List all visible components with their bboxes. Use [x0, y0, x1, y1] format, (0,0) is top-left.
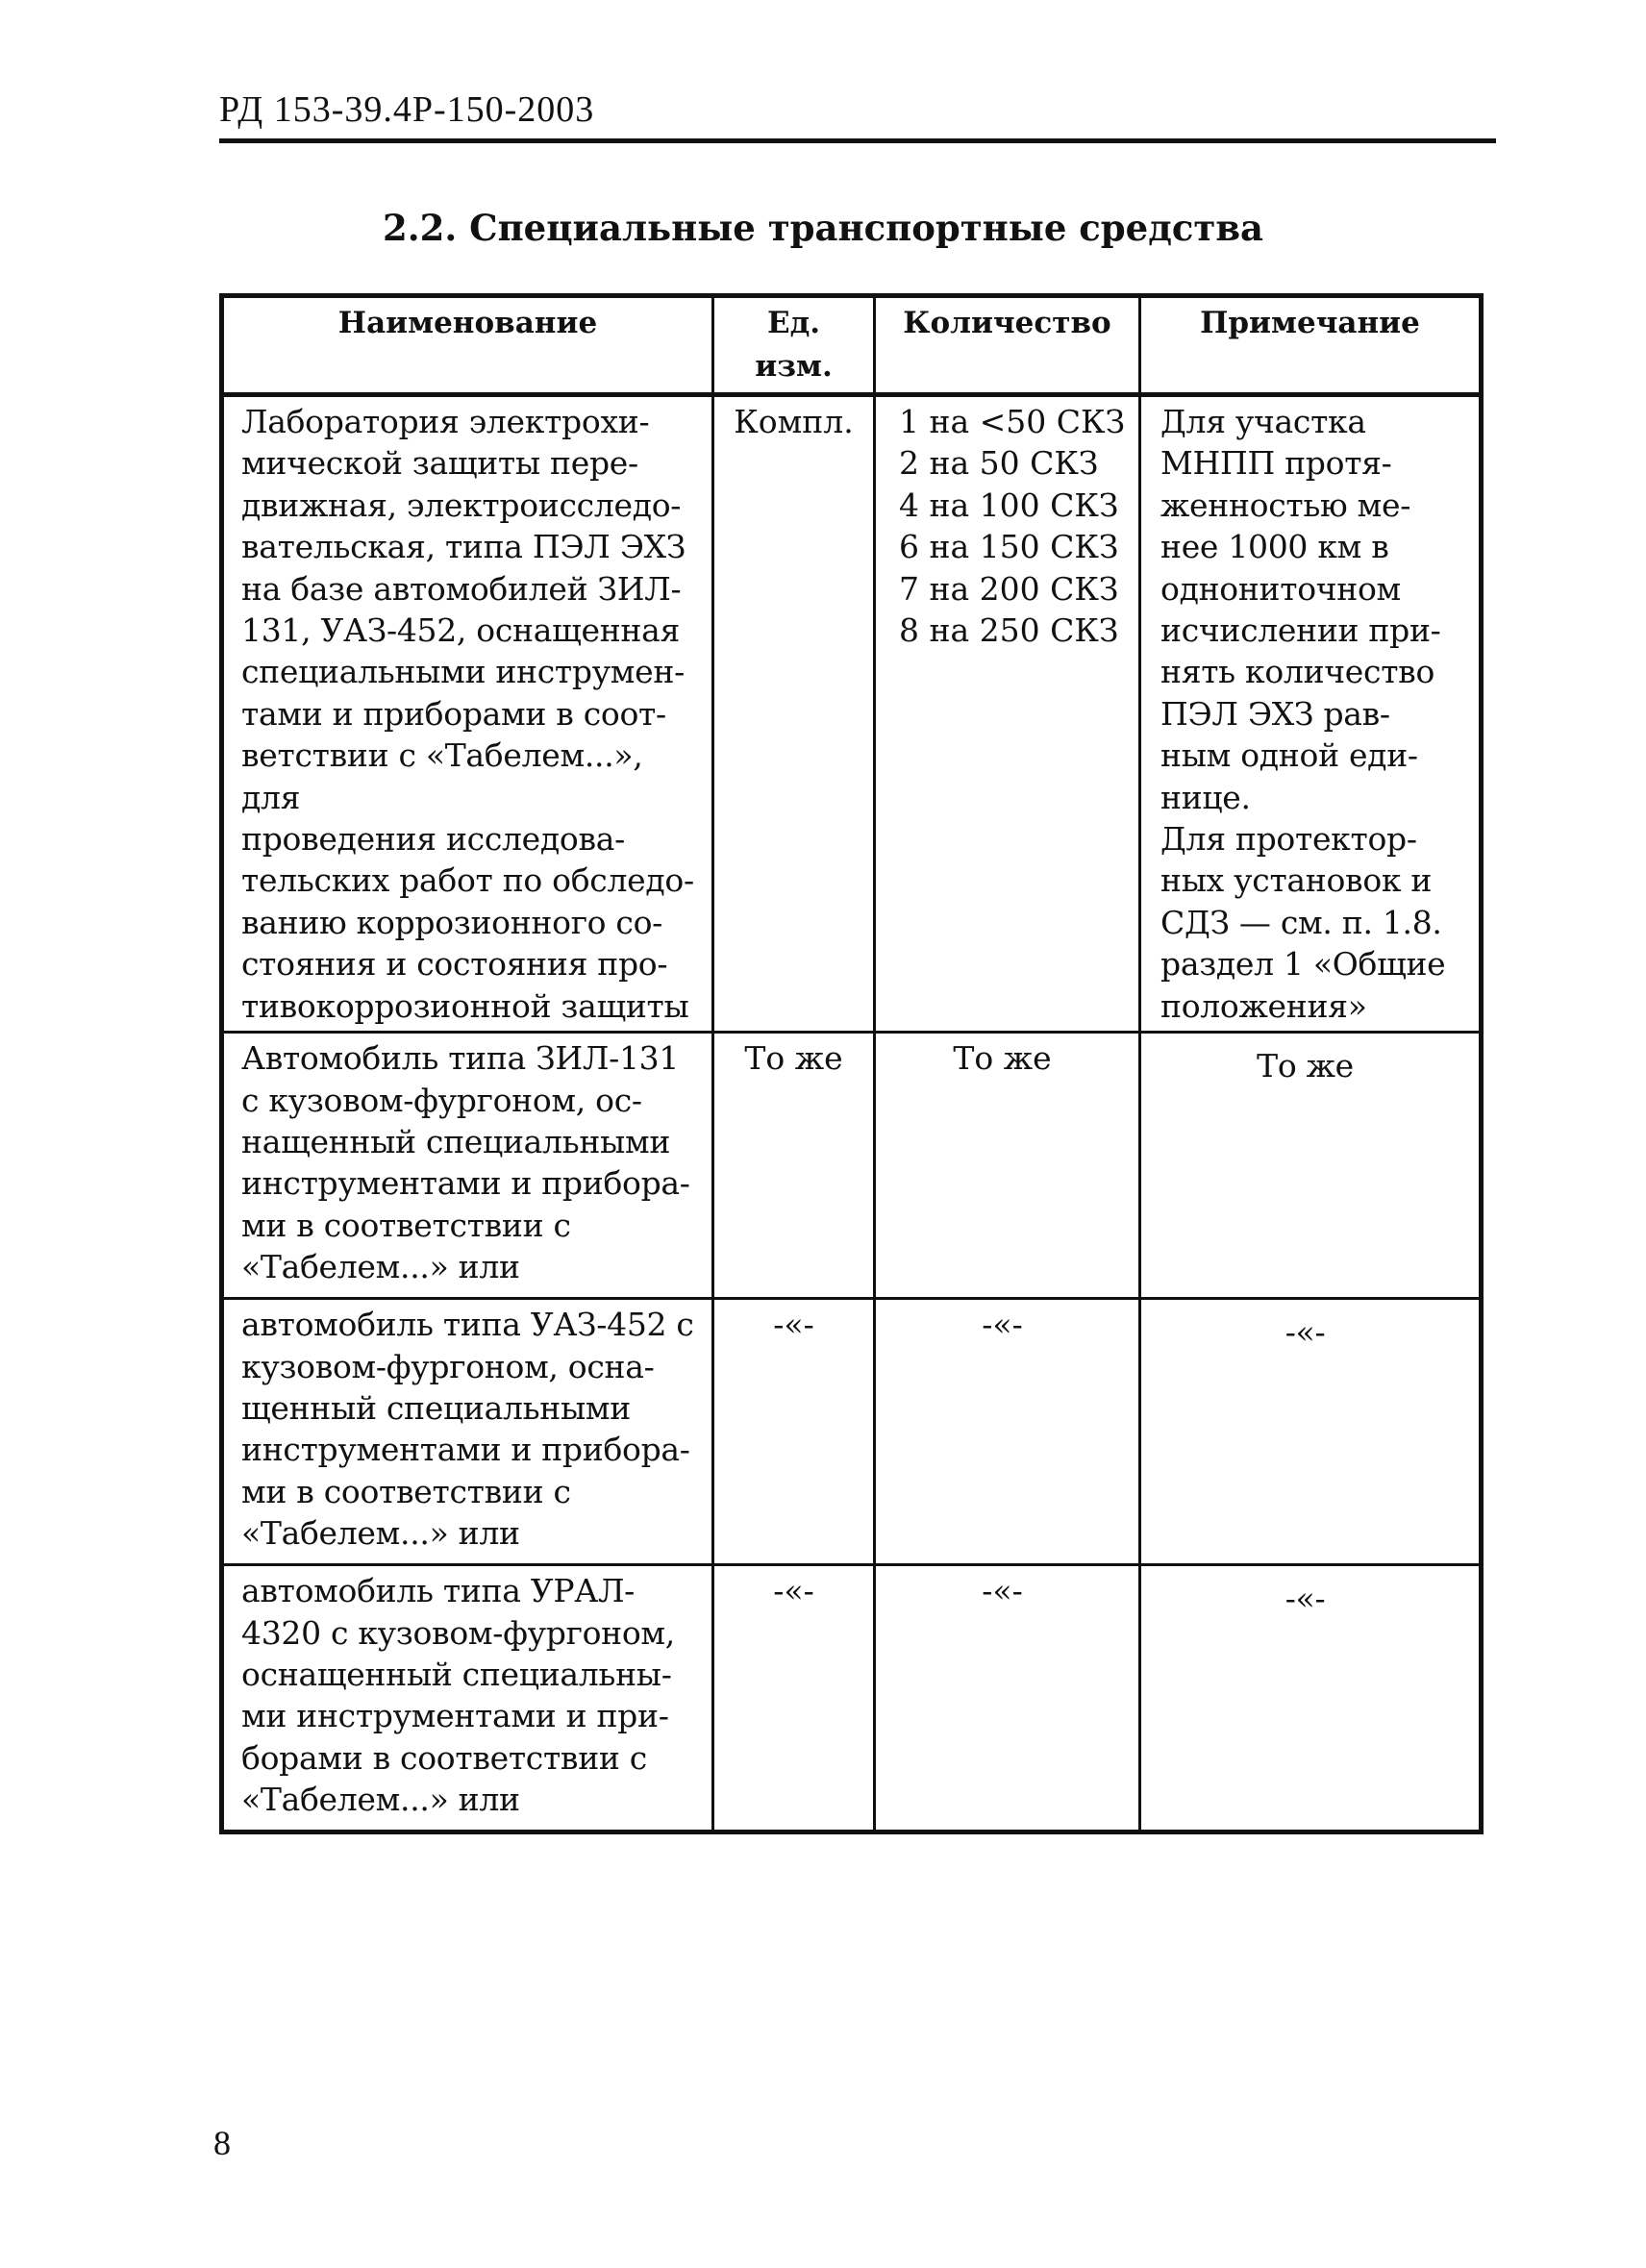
cell-quantity: То же: [875, 1033, 1140, 1299]
cell-note: -«-: [1140, 1299, 1482, 1565]
header-rule: [219, 138, 1496, 143]
column-header-name: Наименование: [222, 296, 713, 395]
section-title: 2.2. Специальные транспортные средства: [382, 207, 1264, 249]
column-header-quantity: Количество: [875, 296, 1140, 395]
cell-unit: -«-: [713, 1565, 875, 1832]
cell-name: Лаборатория электрохи- мической защиты пере- движная, электроисследо- вательская, типа ПЭЛ ЭХЗ на базе автомобилей ЗИЛ- 131, УАЗ-452, оснащенная специальными инструмен- тами и приборами в соот- ветствии с «Табелем...», для проведения исследова- тельских работ по обследо- ванию коррозионного со- стояния и состояния про- тивокоррозионной защиты: [222, 395, 713, 1033]
cell-quantity: 1 на <50 СКЗ 2 на 50 СКЗ 4 на 100 СКЗ 6 на 150 СКЗ 7 на 200 СКЗ 8 на 250 СКЗ: [875, 395, 1140, 1033]
table-row: [222, 1299, 1482, 1565]
table-row: [222, 1033, 1482, 1299]
cell-name: автомобиль типа УРАЛ- 4320 с кузовом-фургоном, оснащенный специальны- ми инструментами и при- борами в соответствии с «Табелем...» или: [222, 1565, 713, 1832]
cell-quantity: -«-: [875, 1299, 1140, 1565]
vehicles-table: [219, 293, 1484, 1834]
page-number: 8: [213, 2124, 231, 2162]
cell-name: Автомобиль типа ЗИЛ-131 с кузовом-фургоном, ос- нащенный специальными инструментами и прибора- ми в соответствии с «Табелем...» или: [222, 1033, 713, 1299]
cell-note: То же: [1140, 1033, 1482, 1299]
table-row: [222, 1565, 1482, 1832]
cell-name: автомобиль типа УАЗ-452 с кузовом-фургоном, осна- щенный специальными инструментами и прибора- ми в соответствии с «Табелем...» или: [222, 1299, 713, 1565]
table-row: [222, 395, 1482, 1033]
cell-note: -«-: [1140, 1565, 1482, 1832]
column-header-note: Примечание: [1140, 296, 1482, 395]
cell-unit: То же: [713, 1033, 875, 1299]
cell-unit: -«-: [713, 1299, 875, 1565]
column-header-unit: Ед. изм.: [713, 296, 875, 395]
table-header-row: [222, 296, 1482, 395]
cell-quantity: -«-: [875, 1565, 1140, 1832]
document-code: РД 153-39.4Р-150-2003: [219, 89, 595, 130]
cell-unit: Компл.: [713, 395, 875, 1033]
cell-note: Для участка МНПП протя- женностью ме- нее 1000 км в однониточном исчислении при- нять количество ПЭЛ ЭХЗ рав- ным одной еди- нице. Для протектор- ных установок и СДЗ — см. п. 1.8. раздел 1 «Общие положения»: [1140, 395, 1482, 1033]
